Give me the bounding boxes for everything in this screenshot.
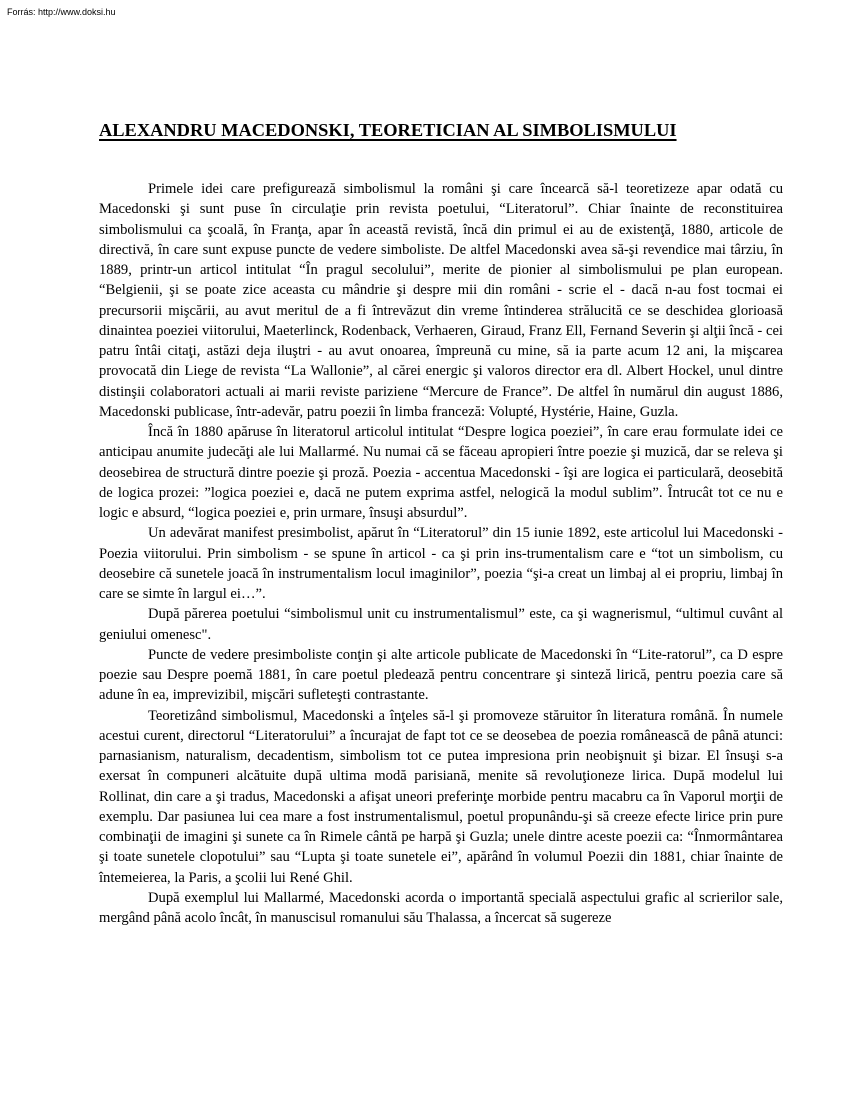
paragraph: Puncte de vedere presimboliste conţin şi alte articole publicate de Macedonski în “Lite-ratorul”, ca D espre poezie sau Despre poemă 1881, în care poetul pledează pentru concentrare şi sinteză lirică, pentru poezia care să adune în ea, imprevizibil, mişcări sufleteşti contrastante. (99, 646, 783, 704)
article-body (99, 179, 783, 928)
paragraph: După părerea poetului “simbolismul unit cu instrumentalismul” este, ca şi wagnerismul, “ultimul cuvânt al geniului omenesc". (99, 606, 783, 643)
paragraph: Un adevărat manifest presimbolist, apărut în “Literatorul” din 15 iunie 1892, este articolul lui Macedonski - Poezia viitorului. Prin simbolism - se spune în articol - ca şi prin ins-trumentalism care e “tot un simbolism, cu deosebire că sunetele joacă în instrumentalism locul imaginilor”, poezia “şi-a creat un limbaj al ei propriu, limbaj în care se simte în largul ei…”. (99, 525, 783, 602)
paragraph: După exemplul lui Mallarmé, Macedonski acorda o importantă specială aspectului grafic al scrierilor sale, mergând până acolo încât, în manuscisul romanului său Thalassa, a încercat să sugereze (99, 889, 783, 926)
page-title: ALEXANDRU MACEDONSKI, TEORETICIAN AL SIMBOLISMULUI (99, 120, 677, 140)
paragraph: Încă în 1880 apăruse în literatorul articolul intitulat “Despre logica poeziei”, în care erau formulate idei ce anticipau anumite judecăţi ale lui Mallarmé. Nu numai că se făceau apropieri între poezie şi muzică, dar se releva şi deosebirea de structură dintre poezie şi proză. Poezia - accentua Macedonski - îşi are logica ei particulară, deosebită de logica prozei: ”logica poeziei e, dacă ne putem exprima astfel, nelogică la modul sublim”. Întrucât tot ce nu e logic e absurd, “logica poeziei e, prin urmare, însuşi absurdul”. (99, 424, 783, 521)
source-note: Forrás: http://www.doksi.hu (7, 7, 116, 17)
paragraph: Primele idei care prefigurează simbolismul la români şi care încearcă să-l teoretizeze apar odată cu Macedonski şi sunt puse în circulaţie prin revista poetului, “Literatorul”. Chiar înainte de reconstituirea simbolismului ca şcoală, în Franţa, apar în această revistă, încă din primul ei au de existenţă, 1880, articole de directivă, în care sunt expuse puncte de vedere simboliste. De altfel Macedonski avea să-şi revendice mai târziu, în 1889, printr-un articol intitulat “În pragul secolului”, merite de pionier al simbolismului pe plan european. “Belgienii, şi se poate zice aceasta cu mândrie şi despre mii din români - scrie el - dacă n-au fost tocmai ei precursorii mişcării, au avut meritul de a fi întrevăzut din vreme întinderea strălucită ce se deschidea glorioasă dinaintea poeziei viitorului, Maeterlinck, Rodenback, Verhaeren, Giraud, Franz Ell, Fernand Severin şi alţii încă - cei patru întâi citaţi, astăzi deja iluştri - au avut onoarea, împreună cu mine, să ia parte acum 12 ani, la mişcarea provocată din Liege de revista “La Wallonie”, al cărei energic şi valoros director era dl. Albert Hockel, unul dintre distinşii colaboratori actuali ai marii reviste pariziene “Mercure de France”. De altfel în numărul din august 1886, Macedonski publicase, într-adevăr, patru poezii în limba franceză: Volupté, Hystérie, Haine, Guzla. (99, 181, 783, 420)
paragraph: Teoretizând simbolismul, Macedonski a înţeles să-l şi promoveze stăruitor în literatura română. În numele acestui curent, directorul “Literatorului” a încurajat de fapt tot ce se deosebea de poezia românească de până atunci: parnasianism, naturalism, decadentism, simbolism tot ce putea impresiona prin neobişnuit şi bizar. El însuşi s-a exersat în compuneri alcătuite după ultima modă parisiană, menite să revoluţioneze lirica. După modelul lui Rollinat, din care a şi tradus, Macedonski a afişat uneori preferinţe morbide pentru macabru ca în Vaporul morţii de exemplu. Dar pasiunea lui cea mare a fost instrumentalismul, poetul propunându-şi să creeze efecte lirice prin pure combinaţii de imagini şi sunete ca în Rimele cântă pe harpă şi Guzla; unele dintre aceste poezii ca: “Înmormântarea şi toate sunetele clopotului” sau “Lupta şi toate sunetele ei”, apărând în volumul Poezii din 1881, chiar înainte de întemeierea, la Paris, a şcolii lui René Ghil. (99, 707, 783, 886)
